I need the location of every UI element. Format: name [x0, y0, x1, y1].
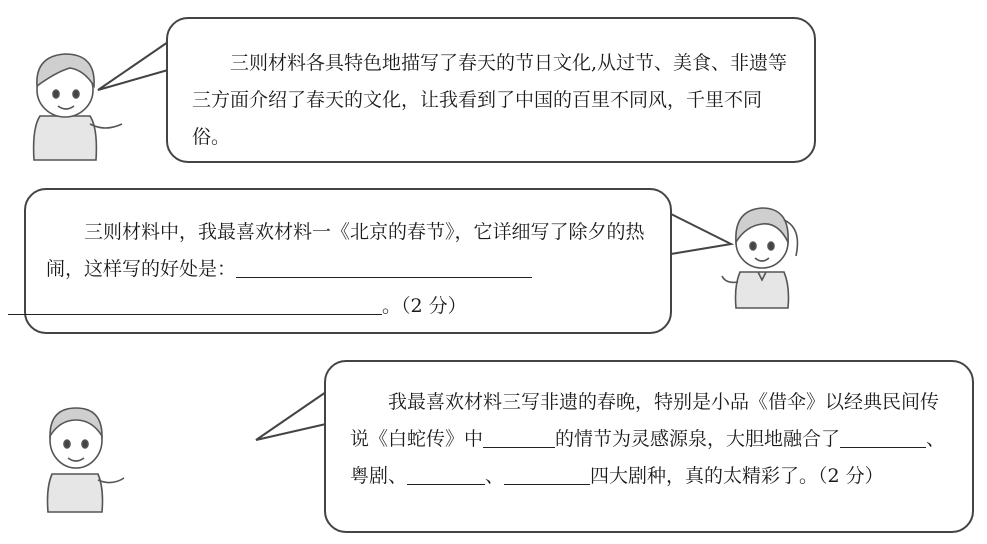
answer-blank-1[interactable] [236, 255, 532, 278]
bubble-3-text-part1: 我最喜欢材料三写非遗的春晚，特别是小品《借伞》以经典民间传说《白蛇传》中 [350, 391, 940, 450]
girl-character-icon [718, 192, 808, 310]
bubble-2-text-end: 。（2 分） [382, 295, 467, 317]
bubble-3-separator-2: 、 [485, 465, 505, 487]
bubble-3-text-part3: 四大剧种，真的太精彩了。（2 分） [590, 465, 884, 487]
bubble-2-text [46, 214, 650, 325]
bubble-3-text-part2: 的情节为灵感源泉，大胆地融合了 [555, 428, 841, 450]
answer-blank-4[interactable] [840, 425, 926, 448]
answer-blank-6[interactable] [504, 462, 590, 485]
answer-blank-3[interactable] [483, 425, 555, 448]
speech-bubble-2 [24, 188, 672, 334]
answer-blank-5[interactable] [407, 462, 485, 485]
bubble-1-text: 三则材料各具特色地描写了春天的节日文化,从过节、美食、非遗等三方面介绍了春天的文化，让我看到了中国的百里不同风，千里不同俗。 [192, 52, 788, 148]
answer-blank-2[interactable] [8, 292, 382, 315]
bubble-3-text [350, 384, 948, 495]
bubble-3-separator-1: 、粤剧、 [350, 428, 946, 487]
bubble-2-text-lead: 三则材料中，我最喜欢材料一《北京的春节》，它详细写了除夕的热闹，这样写的好处是： [46, 221, 645, 280]
bubble-1-tail [96, 40, 170, 100]
speech-bubble-3 [324, 360, 974, 533]
speech-bubble-1 [166, 17, 816, 163]
boy-short-hair-character-icon [28, 390, 128, 514]
bubble-3-tail [254, 390, 328, 450]
